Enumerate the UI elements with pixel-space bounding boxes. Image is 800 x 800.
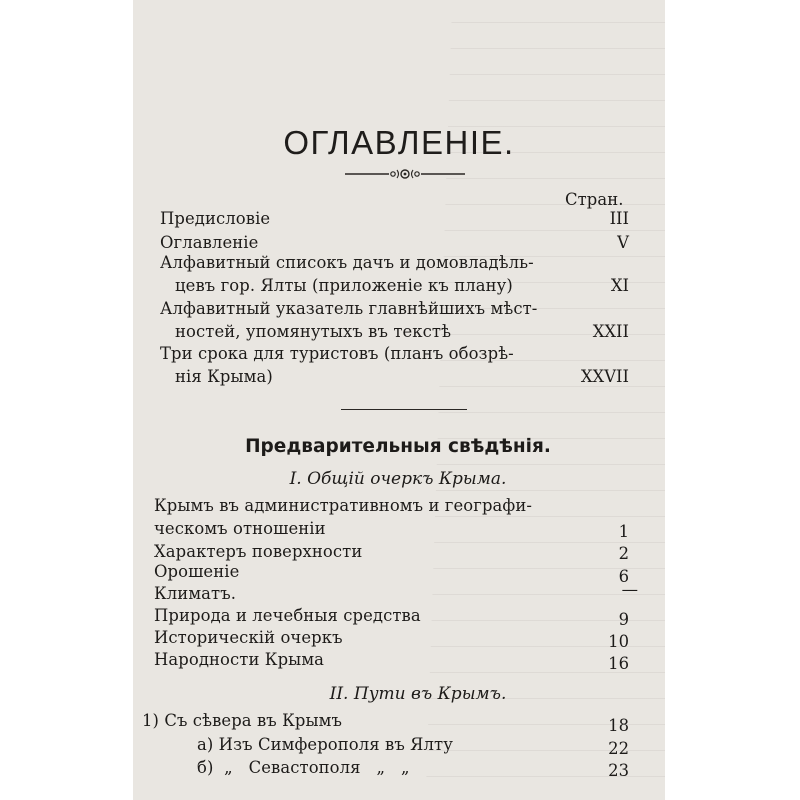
toc-entry-history: Историческій очеркъ	[154, 628, 343, 647]
toc-entry-dachas-line2: цевъ гор. Ялты (приложеніе къ плану)	[175, 276, 513, 295]
toc-entry-sevastopol-yalta: б) „ Севастополя „ „	[197, 758, 410, 777]
toc-page-from-north: 18	[608, 716, 629, 735]
toc-entry-tourists-line1: Три срока для туристовъ (планъ обозрѣ-	[160, 344, 514, 363]
toc-page-irrigation: 6	[618, 567, 629, 586]
toc-entry-preface: Предисловіе	[160, 209, 271, 228]
toc-entry-index-line1: Алфавитный указатель главнѣйшихъ мѣст-	[160, 299, 538, 318]
toc-entry-climate: Климатъ.	[154, 584, 237, 603]
toc-page-climate: —	[621, 580, 638, 599]
toc-page-crimea-admin: 1	[618, 522, 629, 541]
toc-page-index: XXII	[592, 322, 629, 341]
toc-page-contents: V	[617, 233, 629, 252]
toc-entry-from-north: 1) Съ сѣвера въ Крымъ	[142, 711, 343, 730]
toc-entry-peoples: Народности Крыма	[154, 650, 325, 669]
toc-entry-crimea-admin-line2: ческомъ отношеніи	[154, 519, 326, 538]
subsection-heading-2: II. Пути въ Крымъ.	[329, 684, 507, 704]
toc-entry-index-line2: ностей, упомянутыхъ въ текстѣ	[175, 322, 452, 341]
toc-page-tourists: XXVII	[580, 367, 629, 386]
toc-page-surface: 2	[618, 544, 629, 563]
toc-page-peoples: 16	[608, 654, 629, 673]
toc-entry-nature: Природа и лечебныя средства	[154, 606, 421, 625]
toc-page-nature: 9	[618, 610, 629, 629]
section-rule	[341, 409, 467, 410]
toc-page-sevastopol-yalta: 23	[608, 761, 629, 780]
toc-entry-crimea-admin-line1: Крымъ въ административномъ и географи-	[154, 496, 533, 515]
ornament-divider-icon	[345, 166, 465, 182]
toc-entry-surface: Характеръ поверхности	[154, 542, 363, 561]
toc-entry-irrigation: Орошеніе	[154, 562, 240, 581]
toc-page-history: 10	[608, 632, 629, 651]
toc-page-dachas: XI	[610, 276, 629, 295]
toc-entry-contents: Оглавленіе	[160, 233, 259, 252]
bleed-through-texture	[133, 0, 665, 800]
subsection-heading-1: I. Общій очеркъ Крыма.	[289, 469, 507, 489]
toc-page-simferopol-yalta: 22	[608, 739, 629, 758]
section-heading: Предварительныя свѣдѣнія.	[245, 436, 551, 457]
toc-entry-dachas-line1: Алфавитный списокъ дачъ и домовладѣль-	[160, 253, 534, 272]
toc-page-preface: III	[609, 209, 629, 228]
pages-column-header: Стран.	[565, 190, 624, 209]
page-title: ОГЛАВЛЕНІЕ.	[283, 124, 515, 161]
toc-entry-tourists-line2: нія Крыма)	[175, 367, 273, 386]
book-page	[133, 0, 665, 800]
toc-entry-simferopol-yalta: а) Изъ Симферополя въ Ялту	[197, 735, 453, 754]
